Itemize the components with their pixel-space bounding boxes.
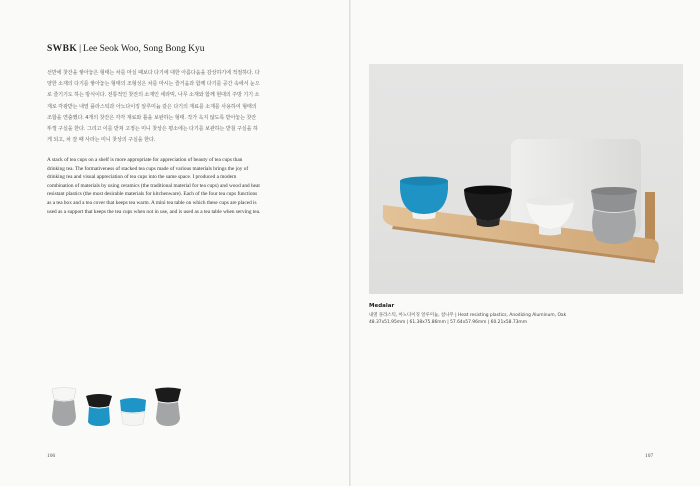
left-page bbox=[0, 0, 349, 486]
page-title bbox=[47, 44, 205, 54]
black-grey-cup bbox=[591, 187, 637, 244]
medalar-product-image bbox=[369, 64, 683, 294]
thumb-white-grey-cup bbox=[52, 388, 76, 427]
page-number-left: 106 bbox=[47, 453, 56, 459]
wooden-end-post bbox=[645, 192, 655, 244]
product-caption bbox=[369, 313, 566, 326]
thumb-blue-white-cup bbox=[120, 398, 146, 426]
product-name: Medalar bbox=[369, 303, 395, 309]
product-photo bbox=[369, 64, 683, 294]
cup-variations-image bbox=[47, 387, 187, 431]
english-body-text: A stack of tea cups on a shelf is more appropriate for appreciation of beauty of tea cups than drinking tea. The formativeness of stacked tea cups made of various materials brings the joy of drinking tea and visual appreciation of tea cups into the same space. I produced a modern combination of materials by using ceramics (the traditional material for tea cups) and wood and heat resistant plastics (the most desirable materials for kitchenware). Each of the four tea cups functions as a tea box and a tea cover that keeps tea warm. A mini tea table on which these cups are placed is used as a support that keeps the tea cups when not in use, and is used as a tea table when serving tea. bbox=[47, 157, 261, 215]
thumb-black-grey-cup bbox=[155, 388, 181, 427]
caption-dimensions: 48.37x51.95mm | 61.38x75.86mm | 57.64x57.96mm | 60.21x58.73mm bbox=[369, 319, 527, 325]
title-designers: Lee Seok Woo, Song Bong Kyu bbox=[83, 44, 205, 54]
thumb-black-blue-cup bbox=[86, 394, 112, 426]
page-number-right: 107 bbox=[645, 453, 654, 459]
korean-body-text: 선반에 찻잔을 쌓아놓은 형태는 차를 마실 때보다 다기에 대한 아름다움을 감상하기에 적절하다. 다양한 소재의 다기를 쌓아놓는 형태의 조형성은 차를 마시는 즐거움과 함께 다기를 공간 속에서 눈으로 즐기기도 하는 방식이다. 전통적인 찻잔의 소재인 세라믹, 나무 소재와 함께 현대의 주방 기기 소재로 각광받는 내열 플라스틱과 아노다이징 알루미늄 같은 다기의 재료를 소재를 사용하여 형태의 조합을 연출했다. 4개의 찻잔은 각각 재료와 틀을 보완하는 형태. 작가 옥지 않도록 받아놓는 찻잔 뚜껑 구실을 한다. 그리고 이를 받쳐 고정는 미니 찻상은 평소에는 다기를 보관하는 받침 구실을 하게 되고, 차 잘 때 사라는 미니 찻상의 구실을 한다. bbox=[47, 70, 260, 144]
caption-materials: 내열 플라스틱, 아노다이징 알루미늄, 참나무 | Heat resisting plastics, Anodizing Aluminum, Oak bbox=[369, 313, 567, 318]
title-studio: SWBK bbox=[47, 44, 78, 54]
title-separator: | bbox=[79, 44, 82, 54]
